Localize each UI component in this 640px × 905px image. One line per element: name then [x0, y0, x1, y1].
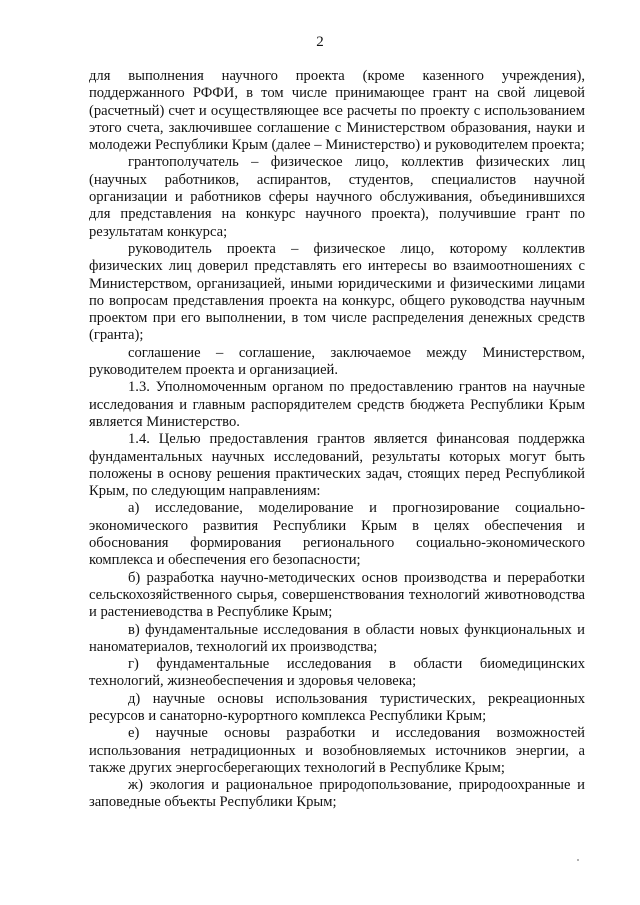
- document-body: [89, 68, 585, 812]
- paragraph-agreement-definition: соглашение – соглашение, заключаемое между Министерством, руководителем проекта и организацией.: [89, 344, 585, 379]
- paragraph-organization-definition-continued: для выполнения научного проекта (кроме казенного учреждения), поддержанного РФФИ, в том числе принимающее грант на свой лицевой (расчетный) счет и осуществляющее все расчеты по проекту с использованием этого счета, заключившее соглашение с Министерством образования, науки и молодежи Республики Крым (далее – Министерство) и руководителем проекта;: [89, 68, 585, 154]
- list-item-e: е) научные основы разработки и исследования возможностей использования нетрадиционных и возобновляемых источников энергии, а также других энергосберегающих технологий в Республике Крым;: [89, 725, 585, 776]
- list-item-b: б) разработка научно-методических основ производства и переработки сельскохозяйственного сырья, совершенствования технологий животноводства и растениеводства в Республике Крым;: [89, 569, 585, 621]
- list-item-d: д) научные основы использования туристических, рекреационных ресурсов и санаторно-курортного комплекса Республики Крым;: [89, 690, 585, 724]
- list-item-g: г) фундаментальные исследования в области биомедицинских технологий, жизнеобеспечения и здоровья человека;: [89, 656, 585, 690]
- scan-speck: [577, 859, 579, 861]
- page-number: 2: [316, 34, 324, 50]
- list-item-v: в) фундаментальные исследования в области новых функциональных и наноматериалов, технологий их производства;: [89, 621, 585, 655]
- paragraph-clause-1-4: 1.4. Целью предоставления грантов является финансовая поддержка фундаментальных научных исследований, результаты которых могут быть положены в основу решения практических задач, стоящих перед Республикой Крым, по следующим направлениям:: [89, 431, 585, 500]
- paragraph-clause-1-3: 1.3. Уполномоченным органом по предоставлению грантов на научные исследования и главным распорядителем средств бюджета Республики Крым является Министерство.: [89, 379, 585, 430]
- paragraph-grant-recipient-definition: грантополучатель – физическое лицо, коллектив физических лиц (научных работников, аспирантов, студентов, специалистов научной организации и работников сферы научного обслуживания, объединившихся для представления на конкурс научного проекта), получившие грант по результатам конкурса;: [89, 154, 585, 240]
- paragraph-project-leader-definition: руководитель проекта – физическое лицо, которому коллектив физических лиц доверил представлять его интересы во взаимоотношениях с Министерством, организацией, иными юридическими и физическими лицами по вопросам представления проекта на конкурс, общего руководства научным проектом при его выполнении, в том числе распределения денежных средств (гранта);: [89, 240, 585, 344]
- list-item-a: а) исследование, моделирование и прогнозирование социально-экономического развития Республики Крым в целях обеспечения и обоснования формирования регионального социально-экономического комплекса и обеспечения его безопасности;: [89, 500, 585, 569]
- list-item-zh: ж) экология и рациональное природопользование, природоохранные и заповедные объекты Республики Крым;: [89, 777, 585, 811]
